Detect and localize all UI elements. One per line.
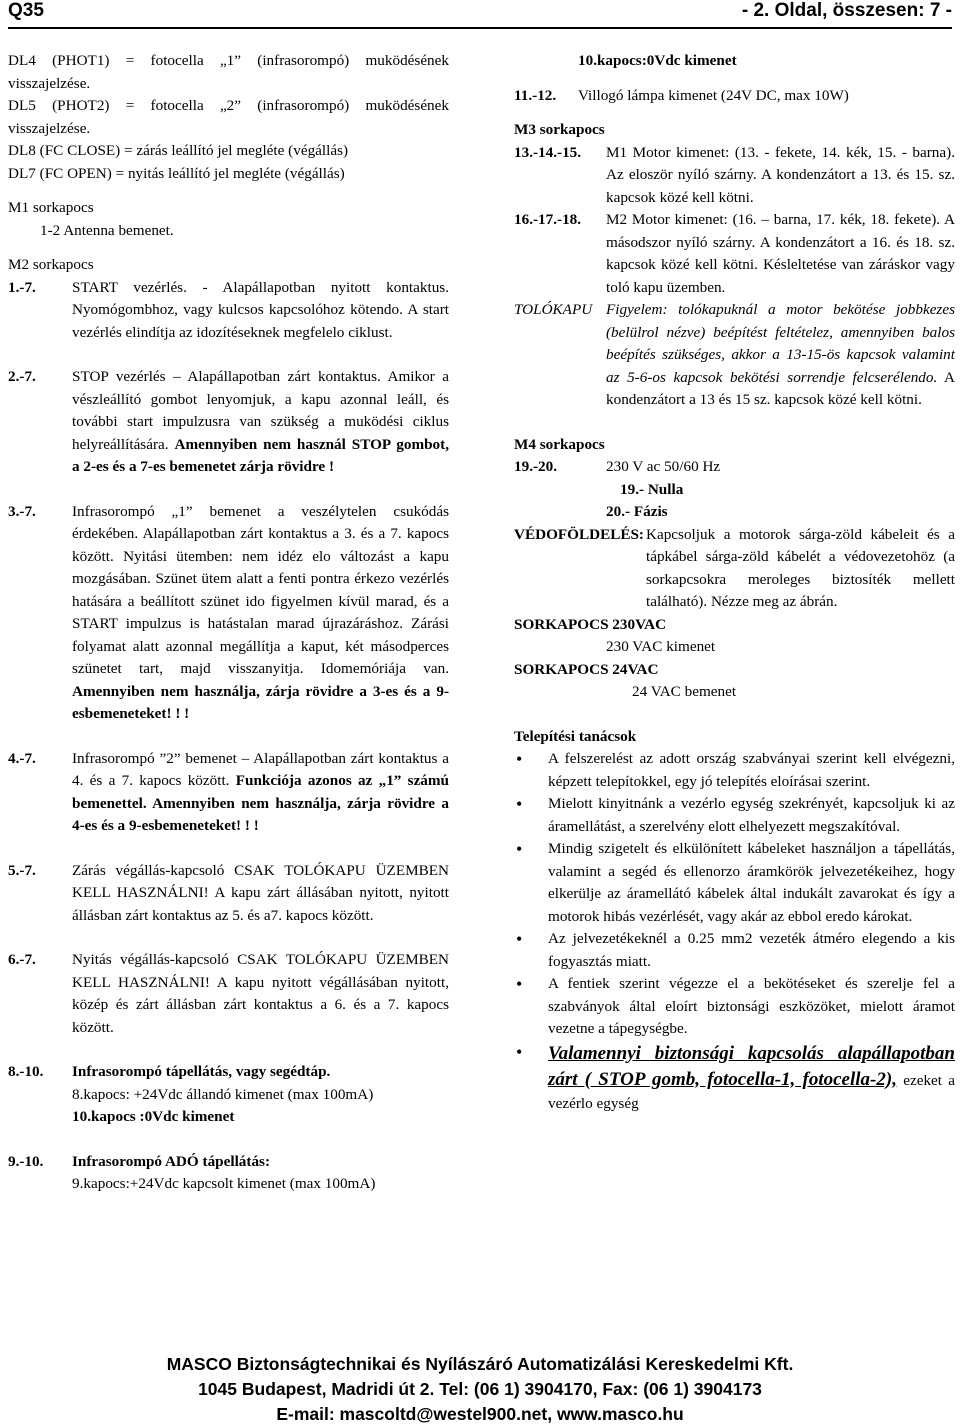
terminal-text: START vezérlés. - Alapállapotban nyitott kontaktus. Nyomógombhoz, vagy kulcsos kapcsolóhoz kötendo. A start vezérlés elindítja az idozítéseknek megfelelo ciklust. [72, 278, 449, 341]
terminal-text: Zárás végállás-kapcsoló CSAK TOLÓKAPU ÜZEMBEN KELL HASZNÁLNI! A kapu zárt állásában nyitott, nyitott állásban zárt kontaktus az 5. és a7. kapocs között. [72, 861, 449, 924]
header-rule [8, 27, 952, 29]
terminal-number: 11.-12. [514, 86, 557, 104]
terminal-item [514, 456, 955, 479]
terminal-item [8, 1061, 449, 1129]
terminal-subline: 20.- Fázis [606, 503, 668, 520]
terminal-item [514, 209, 955, 299]
terminal-subline: 10.kapocs :0Vdc kimenet [72, 1108, 235, 1125]
note-text: Figyelem: tolókapuknál a motor bekötése jobbkezes (belülrol nézve) beépítést feltételez, amennyiben balos beépítés szükséges, akkor a 13-15-ös kapcsok valamint az 5-6-os kapcsok bekötési sorrendje felcserélendo. [606, 301, 955, 386]
terminal-number: 5.-7. [8, 861, 36, 879]
terminal-item [8, 860, 449, 928]
note-label: TOLÓKAPU [514, 301, 593, 318]
right-column [514, 50, 955, 1115]
terminal-item [514, 142, 955, 210]
terminal-text: Villogó lámpa kimenet (24V DC, max 10W) [578, 86, 849, 104]
section-title: M3 sorkapocs [514, 121, 605, 138]
left-column [8, 50, 449, 1196]
protective-earth-note [514, 524, 955, 614]
terminal-note: Amennyiben nem használ STOP gombot, a 2-es és a 7-es bemenetet zárja rövidre ! [72, 435, 450, 475]
note-tail: A kondenzátort a 13 és 15 sz. kapcsok közé kell kötni. [606, 368, 955, 408]
list-item: • Mielott kinyitnánk a vezérlo egység szekrényét, kapcsoljuk ki az áramellátást, a szerelvény elott elhelyezett megszakítóval. [514, 793, 955, 838]
company-address: 1045 Budapest, Madridi út 2. Tel: (06 1) 3904170, Fax: (06 1) 3904173 [198, 1379, 762, 1399]
company-footer [0, 1352, 960, 1427]
terminal-number: 3.-7. [8, 502, 36, 520]
section-title: M1 sorkapocs [8, 199, 94, 216]
terminal-item [8, 366, 449, 479]
warning-text: Valamennyi biztonsági kapcsolás alapállapotban zárt ( STOP gomb, fotocella-1, fotocella-2), [548, 1042, 955, 1090]
intro-line: DL8 (FC CLOSE) = zárás leállító jel megléte (végállás) [8, 142, 349, 159]
terminal-subline: 19.- Nulla [620, 480, 684, 498]
terminal-item [8, 277, 449, 345]
note-text: Kapcsoljuk a motorok sárga-zöld kábeleit és a tápkábel sárga-zöld kábelét a védovezetohöz (a sorkapcsokra meroleges biztosíték mellett található). Nézze meg az ábrán. [646, 525, 955, 610]
terminal-text: Infrasorompó „1” bemenet a veszélytelen csukódás érdekében. Alapállapotban zárt kontaktus a 3. és a 7. kapocs között. Nyitási ütemben: nem idéz elo változást a kapu mozgásában. Szünet ütem alatt a fenti pontra érkezo vezérlés hatására a beállított szünet ido figyelmen kívül marad, és a START impulzus is hatástalan marad újrazáráshoz. Zárási folyamat alatt azonnal megállítja a kaput, két másodperces szünetet tart, majd visszanyitja. Idomemóriája van. [72, 502, 449, 677]
list-item [514, 1041, 955, 1116]
section-line: 24 VAC bemenet [632, 683, 737, 700]
terminal-text: Infrasorompó tápellátás, vagy segédtáp. [72, 1063, 331, 1080]
terminal-number: 1.-7. [8, 278, 36, 296]
page-header [8, 0, 952, 34]
terminal-subline: 8.kapocs: +24Vdc állandó kimenet (max 100mA) [72, 1085, 374, 1103]
terminal-text: Infrasorompó ”2” bemenet – Alapállapotban zárt kontaktus a 4. és a 7. kapocs között. [72, 749, 449, 789]
terminal-note: Amennyiben nem használja, zárja rövidre a 3-es és a 9-esbemeneteket! ! ! [72, 682, 449, 722]
terminal-subline: 10.kapocs:0Vdc kimenet [578, 52, 737, 69]
page-number: - 2. Oldal, összesen: 7 - [741, 0, 952, 21]
terminal-item [514, 85, 955, 108]
terminal-item [8, 949, 449, 1039]
company-contact: E-mail: mascoltd@westel900.net, www.masco.hu [276, 1404, 684, 1424]
terminal-text: Infrasorompó ADÓ tápellátás: [72, 1152, 271, 1170]
terminal-number: 8.-10. [8, 1063, 44, 1080]
terminal-text: Nyitás végállás-kapcsoló CSAK TOLÓKAPU ÜZEMBEN KELL HASZNÁLNI! A kapu nyitott végállásában nyitott, közép és zárt állásban zárt kontaktus a 6. és a 7. kapocs között. [72, 951, 449, 1036]
section-title: SORKAPOCS 24VAC [514, 660, 659, 678]
terminal-number: 13.-14.-15. [514, 143, 582, 161]
warning-tail: ezeket a vezérlo egység [548, 1071, 956, 1112]
terminal-number: 9.-10. [8, 1152, 44, 1170]
terminal-item [8, 501, 449, 726]
section-title: Telepítési tanácsok [514, 727, 637, 745]
tolokapu-note [514, 299, 955, 412]
list-item: • Mindig szigetelt és elkülönített kábeleket használjon a tápellátás, valamint a segéd és ellenorzo áramkörök jelvezetékeihez, hogy elkerülje az áramellátó kábelek által indukált zavarokat és így a motorok hibás vezérlését, vagy akár az ebbol eredo károkat. [514, 838, 955, 928]
intro-line: DL5 (PHOT2) = fotocella „2” (infrasorompó) muködésének visszajelzése. [8, 97, 449, 137]
doc-code: Q35 [8, 0, 44, 21]
tips-list [514, 748, 955, 1115]
terminal-number: 4.-7. [8, 749, 36, 767]
list-item: • Az jelvezetékeknél a 0.25 mm2 vezeték átméro elegendo a kis fogyasztás miatt. [514, 928, 955, 973]
terminal-number: 2.-7. [8, 368, 36, 385]
section-line: 230 VAC kimenet [606, 638, 716, 655]
terminal-item [8, 1151, 449, 1196]
terminal-note: Funkciója azonos az „1” számú bemenettel. Amennyiben nem használja, zárja rövidre a 4-es és a 9-esbemeneteket! ! ! [72, 772, 449, 834]
section-title: M2 sorkapocs [8, 256, 94, 273]
company-name: MASCO Biztonságtechnikai és Nyílászáró Automatizálási Kereskedelmi Kft. [166, 1354, 794, 1374]
list-item: • A fentiek szerint végezze el a bekötéseket és szerelje fel a szabványok által eloírt biztonsági eszközöket, mielott áramot vezetne a tápegységbe. [514, 973, 955, 1041]
terminal-number: 6.-7. [8, 951, 36, 968]
terminal-text: M1 Motor kimenet: (13. - fekete, 14. kék, 15. - barna). Az eloször nyíló szárny. A kondenzátort a 13. és 15. sz. kapcsok közé kell kötni. [606, 143, 955, 206]
note-label: VÉDOFÖLDELÉS: [514, 525, 644, 543]
terminal-number: 19.-20. [514, 458, 558, 475]
terminal-text: STOP vezérlés – Alapállapotban zárt kontaktus. Amikor a vészleállító gombot lenyomjuk, a kapu azonnal leáll, és további start impulzusra van szükség a muködési ciklus helyreállítására. [72, 368, 449, 453]
section-title: M4 sorkapocs [514, 435, 605, 453]
section-line: 1-2 Antenna bemenet. [40, 221, 174, 239]
section-title: SORKAPOCS 230VAC [514, 615, 667, 633]
terminal-text: 230 V ac 50/60 Hz [606, 458, 721, 475]
terminal-number: 16.-17.-18. [514, 211, 582, 228]
intro-line: DL4 (PHOT1) = fotocella „1” (infrasorompó) muködésének visszajelzése. [8, 52, 449, 92]
terminal-item [8, 748, 449, 838]
intro-line: DL7 (FC OPEN) = nyitás leállító jel megléte (végállás) [8, 164, 345, 182]
terminal-text: M2 Motor kimenet: (16. – barna, 17. kék, 18. fekete). A másodszor nyíló szárny. A kondenzátort a 16. és 18. sz. kapcsok közé kell kötni. Késleltetése van záráskor vagy toló kapu üzemben. [606, 211, 955, 296]
list-item: • A felszerelést az adott ország szabványai szerint kell elvégezni, képzett telepítokkel, egy jó telepítés eloírásai szerint. [514, 748, 955, 793]
terminal-subline: 9.kapocs:+24Vdc kapcsolt kimenet (max 100mA) [72, 1175, 376, 1192]
